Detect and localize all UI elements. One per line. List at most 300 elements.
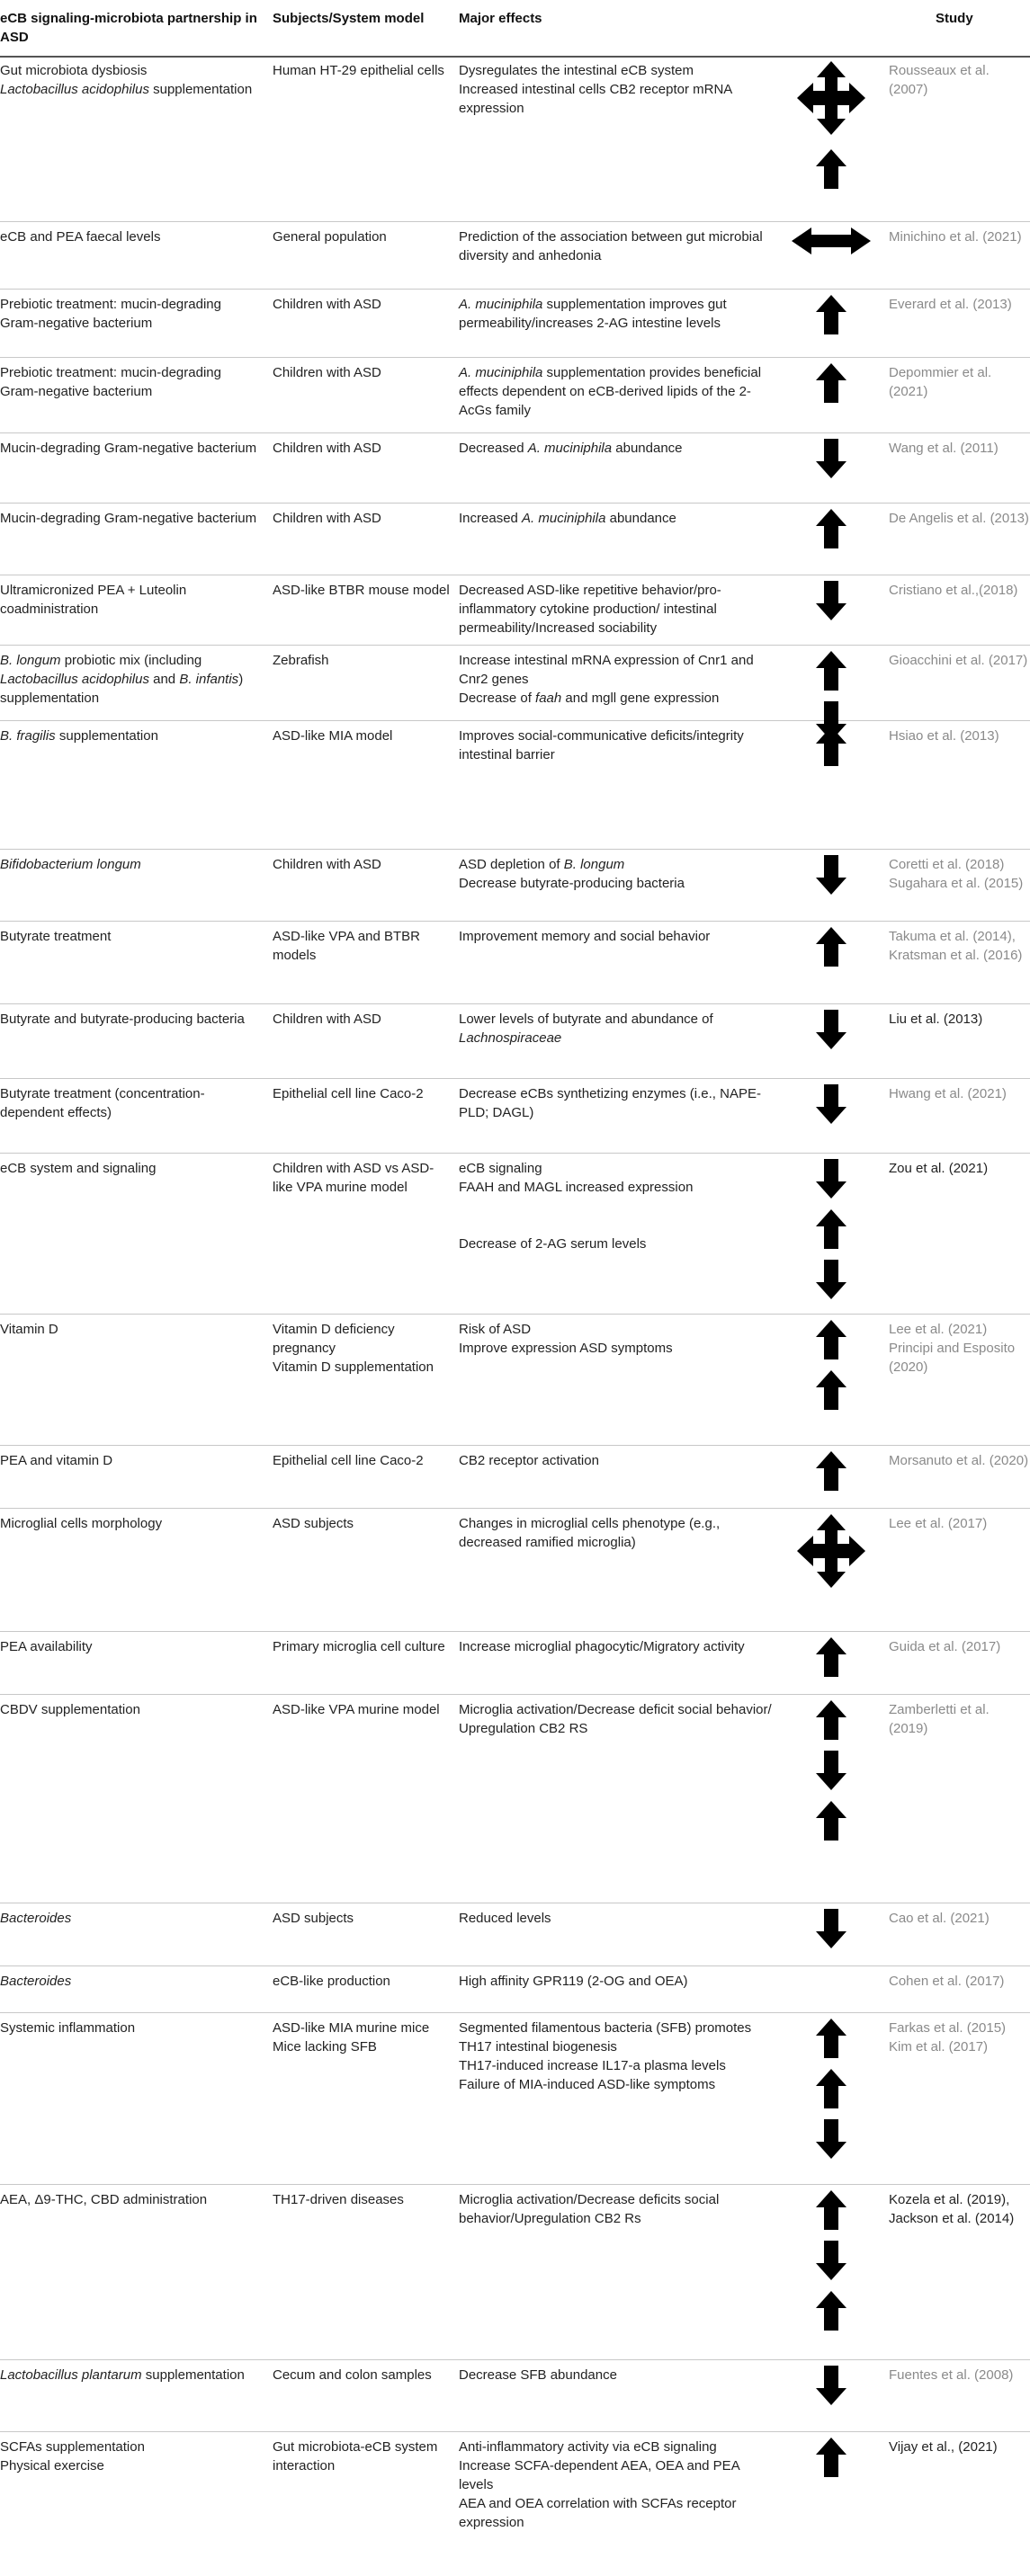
subjects-cell — [273, 509, 451, 528]
text-line — [459, 1197, 775, 1216]
text-line — [459, 1339, 775, 1358]
study-cell — [889, 581, 1030, 600]
text-line — [273, 1972, 451, 1991]
study-cell — [889, 295, 1030, 314]
subjects-cell — [273, 2190, 451, 2209]
text-segment: Wang et al. (2011) — [889, 441, 999, 456]
text-line — [0, 2456, 263, 2475]
text-segment: ASD depletion of — [459, 857, 564, 872]
partnership-cell — [0, 855, 263, 874]
table-row — [0, 721, 1030, 850]
text-segment: CB2 receptor activation — [459, 1453, 599, 1468]
italic-text: Bifidobacterium longum — [0, 857, 141, 872]
text-line — [0, 855, 263, 874]
text-line — [0, 2438, 263, 2456]
text-line — [889, 295, 1030, 314]
text-line — [273, 1159, 451, 1197]
down-arrow-icon — [816, 1084, 846, 1124]
text-segment: ASD-like MIA model — [273, 728, 393, 744]
text-line — [459, 927, 775, 946]
study-cell — [889, 1451, 1030, 1470]
text-segment: Human HT-29 epithelial cells — [273, 63, 444, 78]
text-line — [273, 2190, 451, 2209]
text-line — [459, 80, 775, 118]
text-line — [889, 2037, 1030, 2056]
text-line — [0, 61, 263, 80]
subjects-cell — [273, 1159, 451, 1197]
text-line — [889, 927, 1030, 946]
table-row — [0, 2360, 1030, 2432]
table-row — [0, 1509, 1030, 1632]
down-arrow-icon — [816, 855, 846, 895]
italic-text: A. muciniphila — [459, 365, 543, 380]
text-line — [0, 1159, 263, 1178]
table-row — [0, 2013, 1030, 2185]
text-line — [889, 1339, 1030, 1377]
header-subjects: Subjects/System model — [273, 11, 425, 26]
text-line — [459, 61, 775, 80]
effects-cell — [459, 1909, 775, 1928]
text-segment: Improvement memory and social behavior — [459, 929, 711, 944]
table-row — [0, 1154, 1030, 1315]
text-line — [459, 1010, 775, 1047]
partnership-cell — [0, 1159, 263, 1178]
partnership-cell — [0, 1451, 263, 1470]
text-segment: supplementation — [55, 728, 158, 744]
text-line — [459, 227, 775, 265]
effects-cell — [459, 726, 775, 764]
text-line — [889, 1909, 1030, 1928]
text-segment: Vijay et al., (2021) — [889, 2439, 998, 2455]
effect-direction — [788, 1637, 874, 1677]
effect-direction — [788, 927, 874, 967]
partnership-cell — [0, 1972, 263, 1991]
subjects-cell — [273, 1972, 451, 1991]
text-segment: Principi and Esposito (2020) — [889, 1341, 1016, 1375]
effect-direction — [788, 295, 874, 334]
text-segment: supplementation provides beneficial effects dependent on eCB-derived lipids of the 2-AcGs family — [459, 365, 762, 418]
text-segment: AEA, Δ9-THC, CBD administration — [0, 2192, 208, 2207]
text-segment: Decreased ASD-like repetitive behavior/pro-inflammatory cytokine production/ intestinal permeability/Increased sociability — [459, 583, 721, 636]
partnership-cell — [0, 61, 263, 99]
effect-direction — [788, 2438, 874, 2477]
text-line — [889, 1084, 1030, 1103]
text-segment: Rousseaux et al. (2007) — [889, 63, 990, 97]
text-segment: TH17-induced increase IL17-a plasma levels — [459, 2058, 726, 2073]
study-cell — [889, 1909, 1030, 1928]
text-segment: Systemic inflammation — [0, 2020, 136, 2036]
text-segment: Epithelial cell line Caco-2 — [273, 1086, 424, 1101]
partnership-cell — [0, 651, 263, 708]
up-arrow-icon — [816, 1801, 846, 1841]
text-segment: ASD subjects — [273, 1516, 354, 1531]
text-segment: and — [148, 672, 180, 687]
text-line — [273, 1514, 451, 1533]
table-row — [0, 1966, 1030, 2013]
text-segment: SCFAs supplementation — [0, 2439, 145, 2455]
effect-direction — [788, 2190, 874, 2331]
text-segment: Lee et al. (2017) — [889, 1516, 988, 1531]
text-line — [889, 1451, 1030, 1470]
text-segment: Children with ASD — [273, 297, 381, 312]
text-line — [889, 1010, 1030, 1029]
text-line — [459, 1700, 775, 1738]
table-row — [0, 290, 1030, 358]
text-segment: Farkas et al. (2015) — [889, 2020, 1007, 2036]
text-segment: supplementation — [141, 2367, 245, 2383]
text-line — [0, 439, 263, 458]
up-arrow-icon — [816, 651, 846, 691]
down-arrow-icon — [816, 2241, 846, 2280]
effect-direction — [788, 439, 874, 478]
text-segment: Morsanuto et al. (2020) — [889, 1453, 1029, 1468]
text-segment: Vitamin D supplementation — [273, 1359, 434, 1375]
text-segment: Everard et al. (2013) — [889, 297, 1012, 312]
effect-direction — [788, 1010, 874, 1049]
text-segment: Gut microbiota-eCB system interaction — [273, 2439, 438, 2473]
table-row — [0, 433, 1030, 504]
subjects-cell — [273, 651, 451, 670]
subjects-cell — [273, 581, 451, 600]
subjects-cell — [273, 1010, 451, 1029]
partnership-cell — [0, 581, 263, 619]
partnership-cell — [0, 1010, 263, 1029]
text-segment: Mice lacking SFB — [273, 2039, 377, 2055]
text-line — [0, 1320, 263, 1339]
text-segment: Microglia activation/Decrease deficit social behavior/ Upregulation CB2 RS — [459, 1702, 772, 1736]
text-line — [273, 855, 451, 874]
text-line — [459, 581, 775, 637]
italic-text: A. muciniphila — [527, 441, 613, 456]
text-segment: High affinity GPR119 (2-OG and OEA) — [459, 1974, 688, 1989]
text-line — [459, 2190, 775, 2228]
text-segment: Lee et al. (2021) — [889, 1322, 988, 1337]
text-line — [889, 581, 1030, 600]
text-segment: Prebiotic treatment: mucin-degrading Gram-negative bacterium — [0, 365, 221, 399]
text-line — [273, 2037, 451, 2056]
up-arrow-icon — [816, 149, 846, 189]
text-line — [0, 726, 263, 745]
partnership-cell — [0, 2019, 263, 2037]
text-line — [273, 1637, 451, 1656]
text-segment: Decrease of 2-AG serum levels — [459, 1236, 647, 1252]
text-segment: Primary microglia cell culture — [273, 1639, 445, 1654]
text-segment: Children with ASD — [273, 365, 381, 380]
text-line — [459, 2019, 775, 2037]
subjects-cell — [273, 227, 451, 246]
partnership-cell — [0, 1084, 263, 1122]
effects-cell — [459, 1637, 775, 1656]
study-cell — [889, 1010, 1030, 1029]
text-line — [0, 1010, 263, 1029]
text-segment: Decrease SFB abundance — [459, 2367, 617, 2383]
text-segment: eCB signaling — [459, 1161, 542, 1176]
text-segment: Zebrafish — [273, 653, 329, 668]
text-line — [889, 1637, 1030, 1656]
up-arrow-icon — [816, 2438, 846, 2477]
effect-direction — [788, 855, 874, 895]
text-segment: Cohen et al. (2017) — [889, 1974, 1005, 1989]
text-segment: PEA and vitamin D — [0, 1453, 113, 1468]
text-segment: Minichino et al. (2021) — [889, 229, 1022, 245]
partnership-cell — [0, 2190, 263, 2209]
text-segment: abundance — [612, 441, 683, 456]
subjects-cell — [273, 927, 451, 965]
text-line — [889, 227, 1030, 246]
down-arrow-icon — [816, 581, 846, 620]
study-cell — [889, 439, 1030, 458]
down-arrow-icon — [816, 1260, 846, 1299]
text-segment: Dysregulates the intestinal eCB system — [459, 63, 694, 78]
study-cell — [889, 2366, 1030, 2384]
text-segment: ASD-like MIA murine mice — [273, 2020, 430, 2036]
text-line — [889, 2019, 1030, 2037]
italic-text: faah — [535, 691, 562, 706]
effect-direction — [788, 581, 874, 620]
text-segment: Vitamin D deficiency pregnancy — [273, 1322, 395, 1356]
italic-text: A. muciniphila — [459, 297, 543, 312]
text-segment: FAAH and MAGL increased expression — [459, 1180, 694, 1195]
text-line — [459, 2438, 775, 2456]
italic-text: B. fragilis — [0, 728, 56, 744]
up-arrow-icon — [816, 2069, 846, 2108]
header-effects: Major effects — [459, 11, 542, 26]
table-row — [0, 1315, 1030, 1446]
header-study: Study — [936, 11, 973, 26]
partnership-cell — [0, 439, 263, 458]
text-line — [459, 1451, 775, 1470]
effects-cell — [459, 1700, 775, 1738]
study-cell — [889, 509, 1030, 528]
text-segment: Cecum and colon samples — [273, 2367, 432, 2383]
text-line — [273, 726, 451, 745]
text-segment: and mgll gene expression — [561, 691, 720, 706]
up-arrow-icon — [816, 2019, 846, 2058]
subjects-cell — [273, 61, 451, 80]
text-segment: Mucin-degrading Gram-negative bacterium — [0, 441, 257, 456]
italic-text: A. muciniphila — [522, 511, 606, 526]
effects-cell — [459, 855, 775, 893]
effect-direction — [788, 2019, 874, 2159]
effects-cell — [459, 363, 775, 420]
text-segment: Kozela et al. (2019), — [889, 2192, 1010, 2207]
study-cell — [889, 363, 1030, 401]
up-arrow-icon — [816, 1320, 846, 1359]
text-line — [459, 295, 775, 333]
table-row — [0, 504, 1030, 575]
text-segment: Depommier et al. (2021) — [889, 365, 992, 399]
subjects-cell — [273, 1700, 451, 1719]
table-row — [0, 1903, 1030, 1966]
text-line — [0, 581, 263, 619]
text-line — [273, 2438, 451, 2475]
partnership-cell — [0, 227, 263, 246]
text-line — [459, 1909, 775, 1928]
text-segment: Increased intestinal cells CB2 receptor mRNA expression — [459, 82, 732, 116]
table-row — [0, 922, 1030, 1004]
effects-cell — [459, 1159, 775, 1253]
partnership-cell — [0, 509, 263, 528]
up-arrow-icon — [816, 1209, 846, 1249]
text-line — [459, 1235, 775, 1253]
partnership-cell — [0, 1320, 263, 1339]
text-line — [889, 1320, 1030, 1339]
text-segment: Butyrate and butyrate-producing bacteria — [0, 1012, 245, 1027]
partnership-cell — [0, 927, 263, 946]
subjects-cell — [273, 1909, 451, 1928]
text-segment: Zou et al. (2021) — [889, 1161, 989, 1176]
text-segment: Kratsman et al. (2016) — [889, 948, 1023, 963]
text-line — [459, 1084, 775, 1122]
study-cell — [889, 726, 1030, 745]
text-segment: Guida et al. (2017) — [889, 1639, 1001, 1654]
text-line — [273, 927, 451, 965]
effects-cell — [459, 61, 775, 118]
text-line — [0, 1451, 263, 1470]
text-line — [889, 439, 1030, 458]
effects-cell — [459, 295, 775, 333]
text-segment: Prebiotic treatment: mucin-degrading Gram-negative bacterium — [0, 297, 221, 331]
italic-text: Bacteroides — [0, 1974, 72, 1989]
subjects-cell — [273, 1637, 451, 1656]
text-line — [889, 2366, 1030, 2384]
effects-cell — [459, 439, 775, 458]
subjects-cell — [273, 1084, 451, 1103]
text-segment: Microglial cells morphology — [0, 1516, 163, 1531]
text-line — [889, 855, 1030, 874]
text-segment: Kim et al. (2017) — [889, 2039, 989, 2055]
table-row — [0, 358, 1030, 433]
text-segment: Increase SCFA-dependent AEA, OEA and PEA levels — [459, 2458, 739, 2492]
text-segment: eCB system and signaling — [0, 1161, 157, 1176]
effects-cell — [459, 1320, 775, 1358]
text-segment: Gioacchini et al. (2017) — [889, 653, 1028, 668]
text-segment: Coretti et al. (2018) — [889, 857, 1005, 872]
subjects-cell — [273, 2019, 451, 2056]
effect-direction — [788, 1451, 874, 1491]
text-line — [889, 2438, 1030, 2456]
text-line — [273, 363, 451, 382]
partnership-cell — [0, 295, 263, 333]
italic-text: B. longum — [0, 653, 61, 668]
text-segment: Decrease of — [459, 691, 536, 706]
text-line — [0, 1972, 263, 1991]
text-segment: ASD subjects — [273, 1911, 354, 1926]
text-segment: Risk of ASD — [459, 1322, 532, 1337]
text-line — [0, 2190, 263, 2209]
text-line — [459, 1178, 775, 1197]
up-arrow-icon — [816, 1700, 846, 1740]
text-segment: Butyrate treatment (concentration-dependent effects) — [0, 1086, 205, 1120]
header-partnership: eCB signaling-microbiota partnership in ASD — [0, 11, 257, 45]
effect-direction — [788, 61, 874, 189]
down-arrow-icon — [816, 2119, 846, 2159]
study-cell — [889, 1320, 1030, 1377]
study-cell — [889, 855, 1030, 893]
effects-cell — [459, 2190, 775, 2228]
text-segment: Improve expression ASD symptoms — [459, 1341, 673, 1356]
text-segment: Anti-inflammatory activity via eCB signaling — [459, 2439, 717, 2455]
up-arrow-icon — [816, 2190, 846, 2230]
subjects-cell — [273, 363, 451, 382]
text-line — [273, 1084, 451, 1103]
partnership-cell — [0, 1637, 263, 1656]
text-segment: PEA availability — [0, 1639, 93, 1654]
effects-cell — [459, 1972, 775, 1991]
effects-cell — [459, 227, 775, 265]
effects-cell — [459, 651, 775, 708]
text-line — [0, 80, 263, 99]
table-row — [0, 850, 1030, 922]
text-line — [459, 2494, 775, 2532]
text-line — [0, 1700, 263, 1719]
text-segment: General population — [273, 229, 387, 245]
down-arrow-icon — [816, 2366, 846, 2405]
effect-direction — [788, 1159, 874, 1299]
subjects-cell — [273, 1320, 451, 1377]
text-line — [459, 1972, 775, 1991]
text-line — [459, 2037, 775, 2056]
text-segment: Children with ASD — [273, 857, 381, 872]
table-row — [0, 1632, 1030, 1695]
text-segment: probiotic mix (including — [60, 653, 202, 668]
italic-text: Bacteroides — [0, 1911, 72, 1926]
study-cell — [889, 2190, 1030, 2228]
partnership-cell — [0, 2366, 263, 2384]
text-segment: eCB and PEA faecal levels — [0, 229, 161, 245]
effect-direction — [788, 1320, 874, 1410]
text-line — [0, 227, 263, 246]
text-segment: Lower levels of butyrate and abundance of — [459, 1012, 713, 1027]
partnership-cell — [0, 726, 263, 745]
text-line — [459, 1637, 775, 1656]
text-segment: ASD-like BTBR mouse model — [273, 583, 450, 598]
four-way-arrow-icon — [797, 1514, 865, 1588]
text-line — [889, 61, 1030, 99]
text-line — [459, 509, 775, 528]
text-line — [889, 946, 1030, 965]
text-segment: Ultramicronized PEA + Luteolin coadministration — [0, 583, 187, 617]
effect-direction — [788, 363, 874, 403]
text-line — [0, 1514, 263, 1533]
text-line — [0, 1909, 263, 1928]
effects-cell — [459, 2366, 775, 2384]
up-arrow-icon — [816, 927, 846, 967]
text-line — [273, 1010, 451, 1029]
text-segment: De Angelis et al. (2013) — [889, 511, 1029, 526]
subjects-cell — [273, 295, 451, 314]
text-line — [273, 1451, 451, 1470]
up-arrow-icon — [816, 363, 846, 403]
text-line — [889, 2190, 1030, 2209]
italic-text: Lactobacillus plantarum — [0, 2367, 142, 2383]
text-line — [889, 1159, 1030, 1178]
text-segment: supplementation — [148, 82, 253, 97]
effects-cell — [459, 1084, 775, 1122]
study-cell — [889, 1637, 1030, 1656]
text-segment: Decrease eCBs synthetizing enzymes (i.e., NAPE-PLD; DAGL) — [459, 1086, 761, 1120]
text-line — [889, 651, 1030, 670]
up-arrow-icon — [816, 726, 846, 766]
text-line — [0, 363, 263, 401]
study-cell — [889, 1159, 1030, 1178]
subjects-cell — [273, 2438, 451, 2475]
effect-direction — [788, 509, 874, 548]
text-segment: Improves social-communicative deficits/integrity intestinal barrier — [459, 728, 744, 762]
text-segment: eCB-like production — [273, 1974, 390, 1989]
text-segment: ASD-like VPA and BTBR models — [273, 929, 420, 963]
text-line — [0, 1637, 263, 1656]
